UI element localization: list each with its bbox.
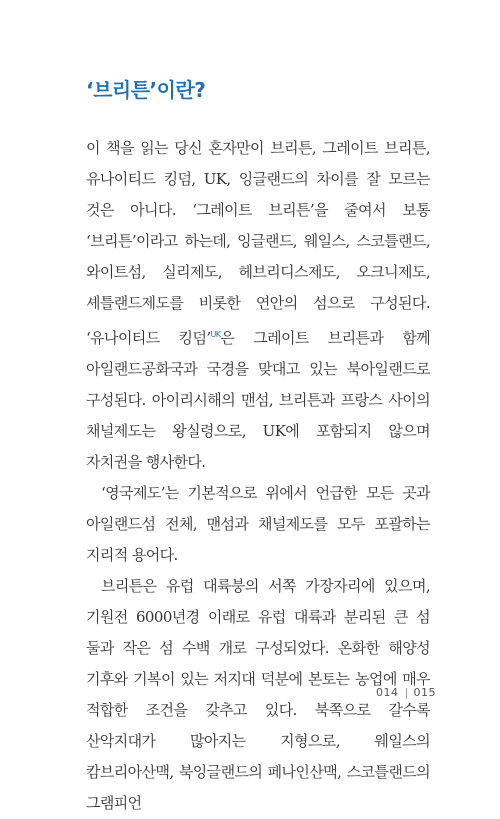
page-numbers: [376, 686, 436, 699]
paragraph-1-text-a: 이 책을 읽는 당신 혼자만이 브리튼, 그레이트 브리튼, 유나이티드 킹덤, UK, 잉글랜드의 차이를 잘 모르는 것은 아니다. ‘그레이트 브리튼’을 줄여서 보통 ‘브리튼’이라고 하는데, 잉글랜드, 웨일스, 스코틀랜드, 와이트섬, 실리제도, 헤브리디스제도, 오크니제도, 셰틀랜드제도를 비롯한 연안의 섬으로 구성된다. ‘유나이티드 킹덤’: [86, 139, 430, 347]
section-heading: ‘브리튼’이란?: [86, 78, 206, 102]
paragraph-1: [86, 133, 430, 478]
paragraph-1-text-b: 은 그레이트 브리튼과 함께 아일랜드공화국과 국경을 맞대고 있는 북아일랜드로 구성된다. 아이리시해의 맨섬, 브리튼과 프랑스 사이의 채널제도는 왕실령으로, UK에 포함되지 않으며 자치권을 행사한다.: [86, 329, 430, 471]
page-number-left: 014: [376, 686, 399, 699]
body-text: [86, 133, 430, 819]
uk-superscript: UK: [210, 330, 221, 339]
paragraph-2: ‘영국제도’는 기본적으로 위에서 언급한 모든 곳과 아일랜드섬 전체, 맨섬과 채널제도를 모두 포괄하는 지리적 용어다.: [86, 484, 430, 564]
page-number-divider: [406, 688, 407, 699]
page-number-right: 015: [413, 686, 436, 699]
paragraph-3: 브리튼은 유럽 대륙붕의 서쪽 가장자리에 있으며, 기원전 6000년경 이래로 유럽 대륙과 분리된 큰 섬 둘과 작은 섬 수백 개로 구성되었다. 온화한 해양성 기후와 기복이 있는 저지대 덕분에 본토는 농업에 매우 적합한 조건을 갖추고 있다. 북쪽으로 갈수록 산악지대가 많아지는 지형으로, 웨일스의 캄브리아산맥, 북잉글랜드의 페나인산맥, 스코틀랜드의 그램피언: [86, 577, 430, 812]
